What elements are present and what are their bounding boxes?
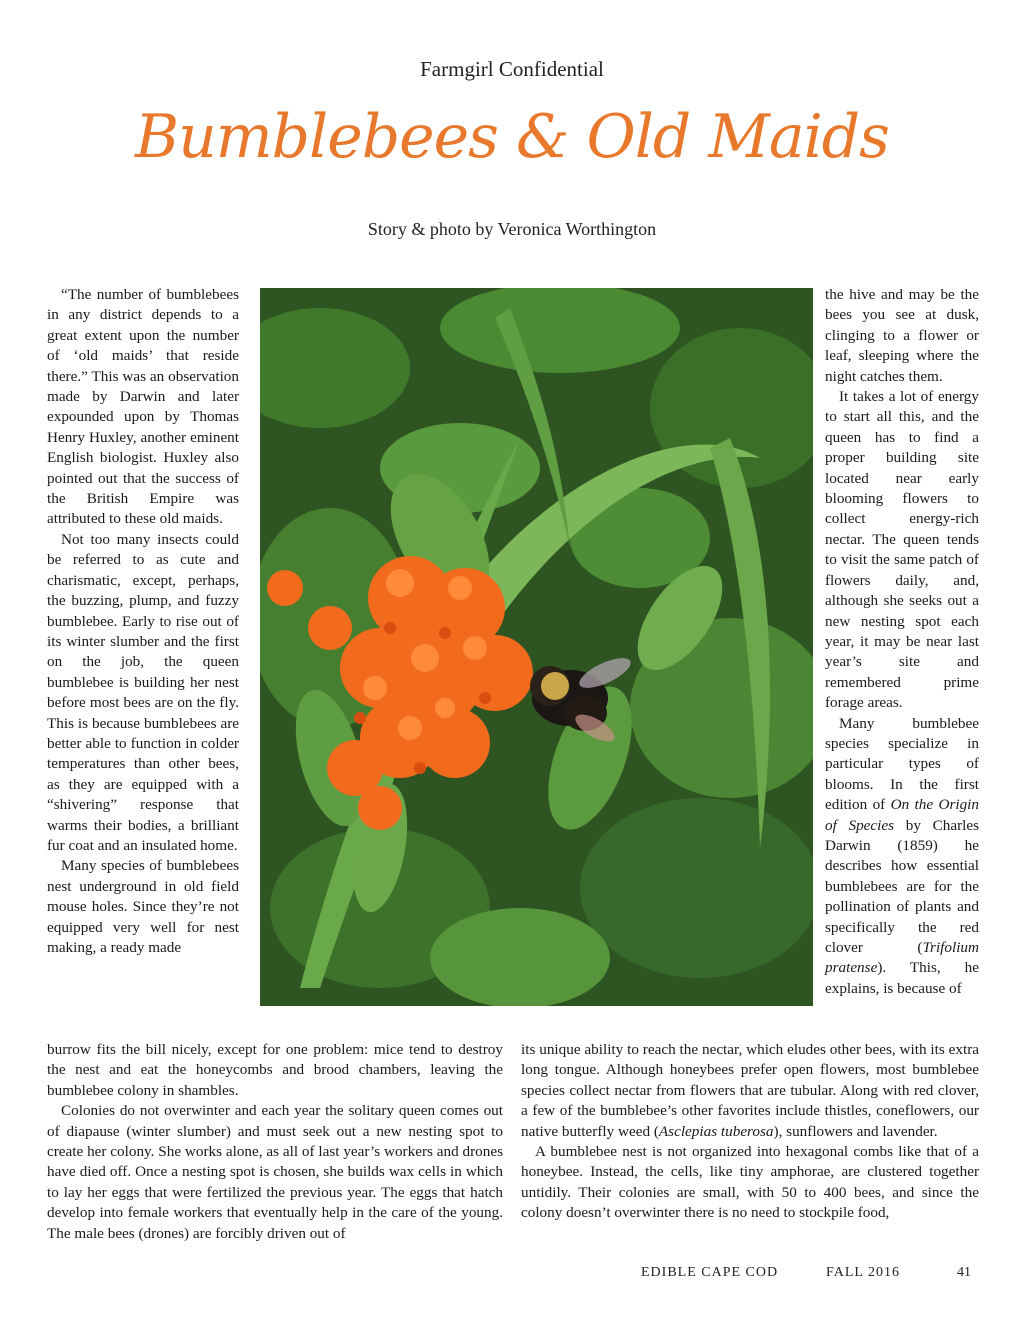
footer-issue: FALL 2016 xyxy=(826,1265,900,1280)
page-number: 41 xyxy=(957,1265,971,1280)
article-paragraph: the hive and may be the bees you see at dusk, clinging to a flower or leaf, sleeping where the night catches them. xyxy=(825,286,979,385)
article-paragraph: Many species of bumblebees nest underground in old field mouse holes. Since they’re not equipped very well for nest making, a ready made xyxy=(47,857,239,956)
butterfly-weed-bumblebee-photo xyxy=(260,288,813,1006)
book-title: On the Origin of Species xyxy=(825,796,979,834)
page-title: Bumblebees & Old Maids xyxy=(135,102,889,172)
paragraph-text: ), sunflowers and lavender. xyxy=(773,1122,938,1140)
article-paragraph: “The number of bumblebees in any district depends to a great extent upon the number of ‘old maids’ that reside there.” This was an observation made by Darwin and later expounded upon by Thomas Henry Huxley, another eminent English biologist. Huxley also pointed out that the success of the British Empire was attributed to these old maids. xyxy=(47,286,239,528)
article-column-left-narrow xyxy=(47,285,239,958)
article-column-bottom-left xyxy=(47,1040,503,1244)
article-paragraph: burrow fits the bill nicely, except for one problem: mice tend to destroy the nest and eat the honeycombs and brood chambers, leaving the bumblebee colony in shambles. xyxy=(47,1041,503,1099)
paragraph-text: by Charles Darwin (1859) he describes how essential bumblebees are for the pollination of plants and specifically the red clover ( xyxy=(825,816,979,956)
article-paragraph xyxy=(825,714,979,1000)
article-column-right-narrow xyxy=(825,285,979,999)
byline: Story & photo by Veronica Worthington xyxy=(367,219,657,239)
article-paragraph: A bumblebee nest is not organized into hexagonal combs like that of a honeybee. Instead, the cells, like tiny amphorae, are clustered together untidily. Their colonies are small, with 50 to 400 bees, and since the colony doesn’t overwinter there is no need to stockpile food, xyxy=(521,1143,979,1222)
article-paragraph xyxy=(521,1040,979,1142)
article-paragraph: It takes a lot of energy to start all this, and the queen has to find a proper building site located near early blooming flowers to collect energy-rich nectar. The queen tends to visit the same patch of flowers daily, and, although she seeks out a new nesting spot each year, it may be near last year’s site and remembered prime forage areas. xyxy=(825,388,979,712)
species-name: Trifolium pratense xyxy=(825,939,979,977)
footer-publication: EDIBLE CAPE COD xyxy=(641,1265,779,1280)
paragraph-text: ). This, he explains, is because of xyxy=(825,959,979,997)
paragraph-text: its unique ability to reach the nectar, which eludes other bees, with its extra long tongue. Although honeybees prefer open flowers, most bumblebee species collect nectar from flowers that are tubular. Along with red clover, a few of the bumblebee’s other favorites include thistles, coneflowers, our native butterfly weed ( xyxy=(521,1041,979,1140)
article-column-bottom-right xyxy=(521,1040,979,1224)
page-kicker: Farmgirl Confidential xyxy=(420,57,604,81)
article-paragraph: Not too many insects could be referred to as cute and charismatic, except, perhaps, the buzzing, plump, and fuzzy bumblebee. Early to rise out of its winter slumber and the first on the job, the queen bumblebee is building her nest before most bees are on the fly. This is because bumblebees are better able to function in colder temperatures than other bees, as they are equipped with a “shivering” response that warms their bodies, a brilliant fur coat and an insulated home. xyxy=(47,530,239,854)
article-paragraph: Colonies do not overwinter and each year the solitary queen comes out of diapause (winter slumber) and must seek out a new nesting spot to create her colony. She works alone, as all of last year’s workers and drones have died off. Once a nesting spot is chosen, she builds wax cells in which to lay her eggs that were fertilized the previous year. The eggs that hatch develop into female workers that eventually help in the care of the young. The male bees (drones) are forcibly driven out of xyxy=(47,1102,503,1242)
species-name: Asclepias tuberosa xyxy=(658,1122,774,1140)
paragraph-text: Many bumblebee species specialize in particular types of blooms. In the first edition of xyxy=(825,714,979,814)
